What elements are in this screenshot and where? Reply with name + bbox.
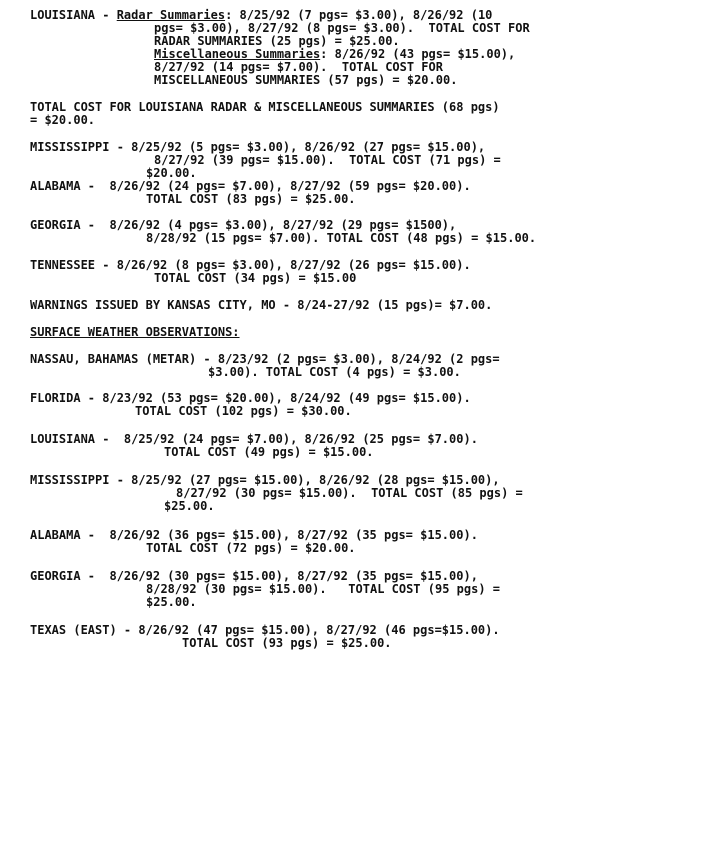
text-line [30,298,492,312]
text-segment: TOTAL COST (83 pgs) = $25.00. [146,192,356,206]
underlined-heading: SURFACE WEATHER OBSERVATIONS: [30,325,240,339]
text-line [182,636,392,650]
text-line [146,595,197,609]
text-line [154,153,501,167]
text-segment: TOTAL COST (49 pgs) = $15.00. [164,445,374,459]
text-segment: $20.00. [146,166,197,180]
text-segment: ALABAMA - 8/26/92 (36 pgs= $15.00), 8/27/92 (35 pgs= $15.00). [30,528,478,542]
text-segment: ALABAMA - 8/26/92 (24 pgs= $7.00), 8/27/92 (59 pgs= $20.00). [30,179,471,193]
text-segment: GEORGIA - 8/26/92 (4 pgs= $3.00), 8/27/92 (29 pgs= $1500), [30,218,457,232]
underlined-heading: Miscellaneous Summaries [154,47,321,61]
text-segment: TOTAL COST (34 pgs) = $15.00 [154,271,357,285]
text-line [146,231,536,245]
text-segment: TOTAL COST (72 pgs) = $20.00. [146,541,356,555]
text-segment: 8/28/92 (30 pgs= $15.00). TOTAL COST (95 pgs) = [146,582,501,596]
text-line [30,325,240,339]
text-segment: LOUISIANA - 8/25/92 (24 pgs= $7.00), 8/26/92 (25 pgs= $7.00). [30,432,478,446]
text-segment: pgs= $3.00), 8/27/92 (8 pgs= $3.00). TOTAL COST FOR [154,21,530,35]
text-segment: TENNESSEE - 8/26/92 (8 pgs= $3.00), 8/27/92 (26 pgs= $15.00). [30,258,471,272]
underlined-heading: Radar Summaries [116,8,226,22]
text-line [146,192,356,206]
text-segment: TEXAS (EAST) - 8/26/92 (47 pgs= $15.00), 8/27/92 (46 pgs=$15.00). [30,623,500,637]
text-segment: MISSISSIPPI - 8/25/92 (5 pgs= $3.00), 8/26/92 (27 pgs= $15.00), [30,140,486,154]
text-line [135,404,352,418]
text-segment: WARNINGS ISSUED BY KANSAS CITY, MO - 8/24-27/92 (15 pgs)= $7.00. [30,298,493,312]
text-segment: NASSAU, BAHAMAS (METAR) - 8/23/92 (2 pgs= $3.00), 8/24/92 (2 pgs= [30,352,500,366]
text-segment: $25.00. [146,595,197,609]
text-line [146,582,500,596]
text-segment: LOUISIANA - [30,8,117,22]
text-line [30,100,500,114]
text-segment: = $20.00. [30,113,96,127]
text-segment: 8/28/92 (15 pgs= $7.00). TOTAL COST (48 pgs) = $15.00. [146,231,537,245]
text-line [176,486,523,500]
text-segment: 8/27/92 (14 pgs= $7.00). TOTAL COST FOR [154,60,443,74]
text-segment: $25.00. [164,499,215,513]
text-segment: : 8/26/92 (43 pgs= $15.00), [320,47,516,61]
text-line [154,271,356,285]
text-line [164,445,374,459]
text-line [208,365,461,379]
text-line [30,113,95,127]
text-segment: TOTAL COST FOR LOUISIANA RADAR & MISCELLANEOUS SUMMARIES (68 pgs) [30,100,500,114]
text-segment: TOTAL COST (93 pgs) = $25.00. [182,636,392,650]
text-line [146,541,356,555]
text-segment: RADAR SUMMARIES (25 pgs) = $25.00. [154,34,400,48]
text-segment: FLORIDA - 8/23/92 (53 pgs= $20.00), 8/24/92 (49 pgs= $15.00). [30,391,471,405]
text-segment: MISCELLANEOUS SUMMARIES (57 pgs) = $20.00. [154,73,458,87]
text-segment: 8/27/92 (30 pgs= $15.00). TOTAL COST (85 pgs) = [176,486,523,500]
text-segment: : 8/25/92 (7 pgs= $3.00), 8/26/92 (10 [225,8,493,22]
text-segment: MISSISSIPPI - 8/25/92 (27 pgs= $15.00), 8/26/92 (28 pgs= $15.00), [30,473,500,487]
text-segment: TOTAL COST (102 pgs) = $30.00. [135,404,352,418]
text-segment: 8/27/92 (39 pgs= $15.00). TOTAL COST (71 pgs) = [154,153,501,167]
text-segment: GEORGIA - 8/26/92 (30 pgs= $15.00), 8/27/92 (35 pgs= $15.00), [30,569,478,583]
text-line [164,499,215,513]
text-line [154,73,457,87]
text-segment: $3.00). TOTAL COST (4 pgs) = $3.00. [208,365,461,379]
